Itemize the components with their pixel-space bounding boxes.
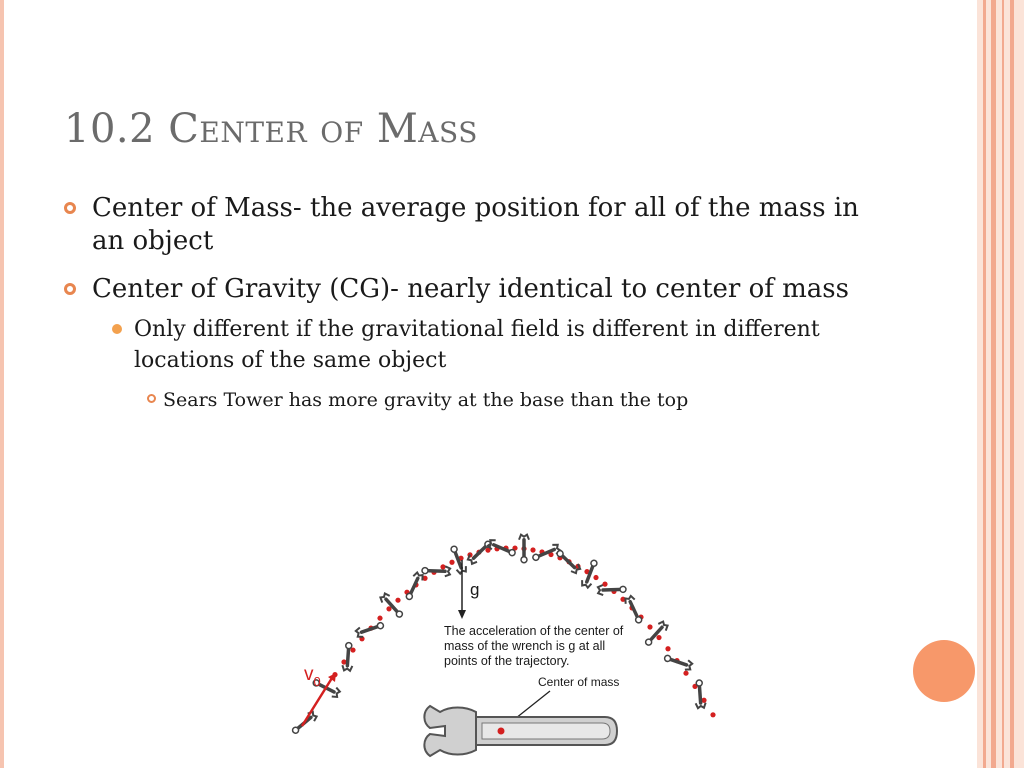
small-wrench-icon xyxy=(643,620,669,647)
trajectory-dot xyxy=(530,547,535,552)
small-wrench-icon xyxy=(531,543,561,563)
small-wrench-icon xyxy=(422,566,450,577)
trajectory-dot xyxy=(449,560,454,565)
small-wrench-icon xyxy=(487,538,517,558)
small-wrench-icon xyxy=(519,535,529,563)
small-wrench-icon xyxy=(598,584,626,595)
bullet-ring-icon xyxy=(64,283,76,295)
small-wrench-icon xyxy=(554,548,581,575)
bullet-small-ring-icon xyxy=(147,394,156,403)
small-wrench-icon xyxy=(663,653,693,672)
small-wrench-icon xyxy=(694,680,706,709)
title-number: 10.2 xyxy=(64,106,156,152)
trajectory-dot xyxy=(656,635,661,640)
bullet-list xyxy=(62,192,892,414)
left-frame-border xyxy=(0,0,4,768)
v0-label: $v_0$ xyxy=(304,664,321,689)
caption-line: The acceleration of the center of xyxy=(444,624,624,638)
center-of-mass-label: Center of mass xyxy=(538,675,620,689)
bullet-dot-icon xyxy=(112,324,122,334)
small-wrench-icon xyxy=(342,642,354,671)
sub-sub-bullet-item xyxy=(146,386,892,414)
trajectory-dot xyxy=(683,671,688,676)
trajectory-dot xyxy=(665,646,670,651)
bullet-text: Center of Mass- the average position for all of the mass in an object xyxy=(92,193,859,256)
title-text: Center of Mass xyxy=(168,106,478,152)
gravity-label: g xyxy=(470,580,480,599)
trajectory-dot xyxy=(395,598,400,603)
small-wrench-icon xyxy=(379,592,405,619)
trajectory-dot xyxy=(710,712,715,717)
trajectory-dot xyxy=(440,564,445,569)
trajectory-dot xyxy=(593,575,598,580)
bullet-item xyxy=(62,192,892,258)
gravity-arrow xyxy=(458,560,466,619)
wrench-trajectory-figure xyxy=(280,520,720,768)
trajectory-dot xyxy=(647,624,652,629)
small-wrench-icon xyxy=(580,559,599,589)
decorative-orange-circle xyxy=(913,640,975,702)
sub-sub-bullet-text: Sears Tower has more gravity at the base than the top xyxy=(163,389,689,411)
caption-line: points of the trajectory. xyxy=(444,654,570,668)
bullet-text: Center of Gravity (CG)- nearly identical to center of mass xyxy=(92,274,849,304)
right-frame-border xyxy=(977,0,1024,768)
trajectory-dot xyxy=(377,616,382,621)
sub-bullet-item xyxy=(106,314,892,376)
sub-bullet-text: Only different if the gravitational field is different in different locations of the same object xyxy=(134,317,820,373)
small-wrench-icon xyxy=(448,545,467,575)
small-wrench-icon xyxy=(404,572,425,602)
bullet-item xyxy=(62,273,892,306)
bullet-ring-icon xyxy=(64,202,76,214)
small-wrench-icon xyxy=(624,595,645,625)
small-wrench-icon xyxy=(355,620,385,639)
caption-line: mass of the wrench is g at all xyxy=(444,639,606,653)
slide-title xyxy=(64,106,478,152)
